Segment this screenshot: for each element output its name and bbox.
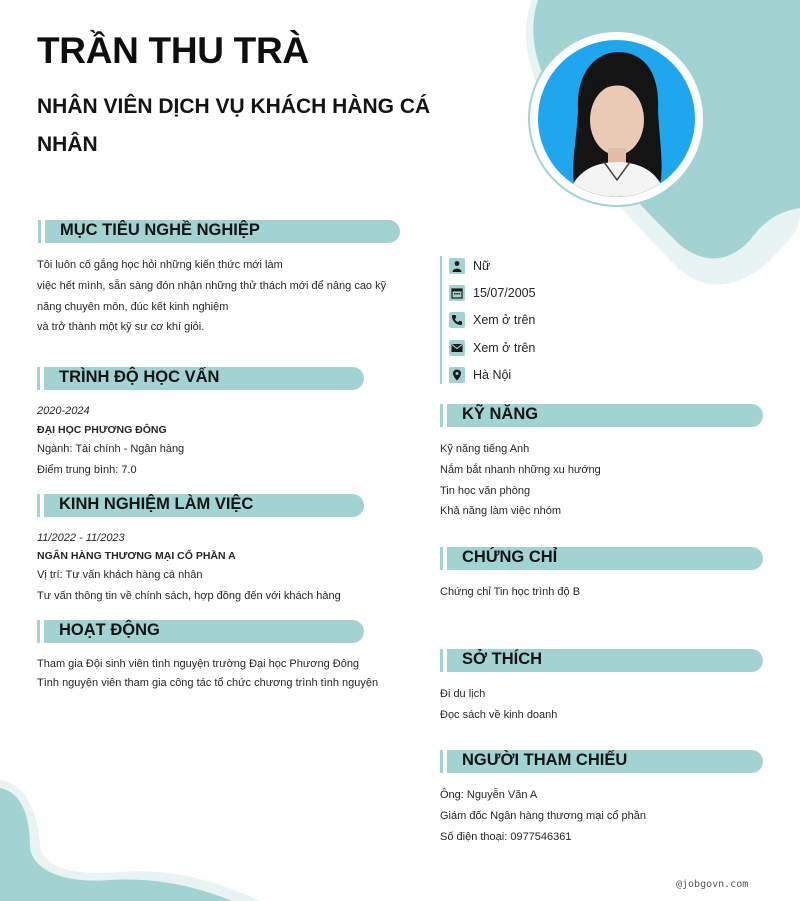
section-experience: [44, 494, 364, 517]
activity-line: Tình nguyện viên tham gia công tác tổ chức chương trình tình nguyện: [37, 677, 379, 689]
section-education-heading: TRÌNH ĐỘ HỌC VẤN: [59, 368, 220, 386]
experience-description: Tư vấn thông tin về chính sách, hợp đồng đến với khách hàng: [37, 590, 341, 602]
section-objective-heading: MỤC TIÊU NGHỀ NGHIỆP: [60, 221, 260, 239]
calendar-icon: [449, 285, 465, 301]
objective-line: việc hết mình, sẵn sàng đón nhận những thử thách mới để nâng cao kỹ: [37, 280, 387, 292]
objective-line: năng chuyên môn, đúc kết kinh nghiệm: [37, 301, 229, 313]
section-hobbies: [447, 649, 763, 672]
experience-period: 11/2022 - 11/2023: [37, 532, 125, 544]
section-objective: [45, 220, 400, 243]
watermark: @jobgovn.com: [676, 879, 749, 890]
reference-line: Số điện thoại: 0977546361: [440, 831, 572, 843]
bottom-left-blob: [0, 780, 270, 901]
contact-address: Hà Nội: [473, 368, 512, 382]
phone-icon: [449, 312, 465, 328]
section-certificates: [447, 547, 763, 570]
location-pin-icon: [449, 367, 465, 383]
section-activities: [44, 620, 364, 643]
skill-item: Tin học văn phòng: [440, 485, 531, 497]
education-major: Ngành: Tài chính - Ngân hàng: [37, 443, 185, 455]
contact-email: Xem ở trên: [473, 341, 536, 355]
education-period: 2020-2024: [37, 405, 90, 417]
reference-line: Ông: Nguyễn Văn A: [440, 789, 538, 801]
profile-photo: [538, 40, 695, 197]
education-school: ĐẠI HỌC PHƯƠNG ĐÔNG: [37, 424, 167, 436]
section-references: [447, 750, 763, 773]
candidate-name: TRẦN THU TRÀ: [37, 30, 309, 71]
email-icon: [449, 340, 465, 356]
objective-line: Tôi luôn cố gắng học hỏi những kiến thức mới làm: [37, 259, 283, 271]
contact-accent-bar: [440, 256, 442, 384]
section-certificates-heading: CHỨNG CHỈ: [462, 548, 558, 566]
certificate-item: Chứng chỉ Tin học trình độ B: [440, 586, 581, 598]
section-references-heading: NGƯỜI THAM CHIẾU: [462, 751, 628, 769]
hobby-item: Đi du lịch: [440, 688, 486, 700]
hobby-item: Đọc sách về kinh doanh: [440, 709, 558, 721]
section-experience-heading: KINH NGHIỆM LÀM VIỆC: [59, 495, 254, 513]
reference-line: Giám đốc Ngân hàng thương mại cổ phần: [440, 810, 646, 822]
activity-line: Tham gia Đội sinh viên tình nguyện trường Đại học Phương Đông: [37, 658, 360, 670]
skill-item: Nắm bắt nhanh những xu hướng: [440, 464, 601, 476]
contact-birthday: 15/07/2005: [473, 286, 536, 300]
contact-gender: Nữ: [473, 259, 491, 273]
skill-item: Kỹ năng tiếng Anh: [440, 443, 530, 455]
section-hobbies-heading: SỞ THÍCH: [462, 650, 543, 668]
section-activities-heading: HOẠT ĐỘNG: [59, 621, 160, 639]
experience-company: NGÂN HÀNG THƯƠNG MẠI CỔ PHẦN A: [37, 550, 236, 562]
person-icon: [449, 258, 465, 274]
section-skills: [447, 404, 763, 427]
contact-phone: Xem ở trên: [473, 313, 536, 327]
education-gpa: Điểm trung bình: 7.0: [37, 464, 137, 476]
job-title: NHÂN VIÊN DỊCH VỤ KHÁCH HÀNG CÁ NHÂN: [37, 95, 431, 156]
experience-position: Vị trí: Tư vấn khách hàng cá nhân: [37, 569, 203, 581]
section-skills-heading: KỸ NĂNG: [462, 405, 539, 423]
objective-line: và trở thành một kỹ sư cơ khí giỏi.: [37, 321, 205, 333]
profile-photo-frame: [528, 30, 705, 207]
section-education: [44, 367, 364, 390]
skill-item: Khả năng làm việc nhóm: [440, 505, 562, 517]
